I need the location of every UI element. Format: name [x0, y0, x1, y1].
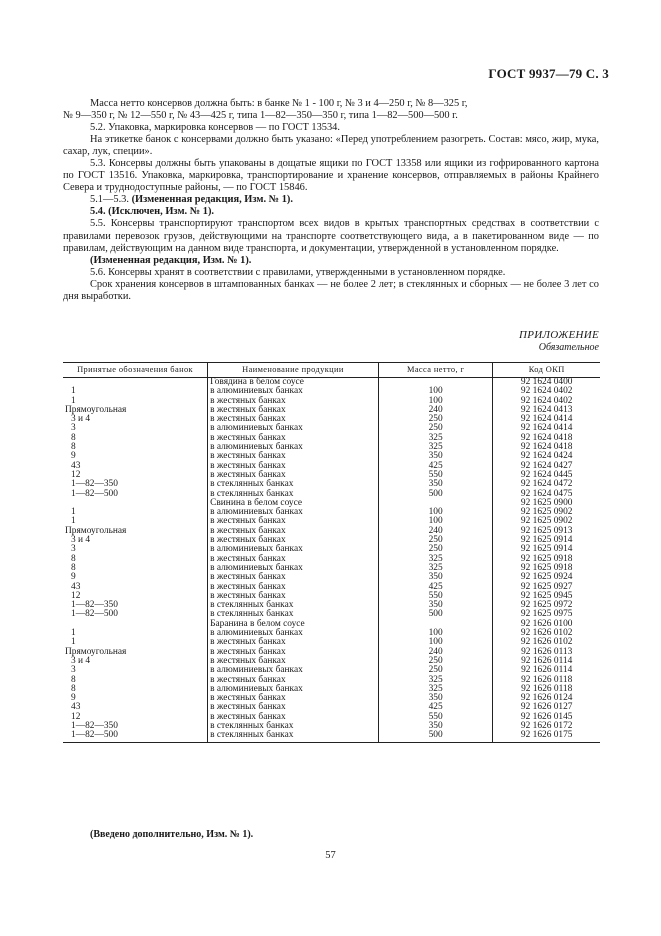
cell-can-designation: 8	[71, 553, 76, 564]
table-row	[63, 638, 600, 647]
cell-can-designation: 8	[71, 674, 76, 685]
cell-product-name: Говядина в белом соусе	[208, 378, 379, 388]
table-row	[63, 620, 600, 629]
cell-net-mass: 550	[378, 592, 493, 601]
cell-net-mass: 425	[378, 703, 493, 712]
cell-product-name: в жестяных банках	[208, 657, 379, 666]
cell-net-mass: 100	[378, 508, 493, 517]
cell-product-name: в жестяных банках	[208, 555, 379, 564]
cell-okp-code: 92 1624 0418	[493, 434, 600, 443]
cell-can-designation: 12	[71, 590, 81, 601]
cell-can-designation	[63, 378, 208, 388]
table-row	[63, 387, 600, 396]
table-row	[63, 424, 600, 433]
cell-can-designation: 1—82—500	[71, 609, 118, 620]
cell-net-mass: 350	[378, 694, 493, 703]
cell-okp-code: 92 1626 0172	[493, 722, 600, 731]
cell-can-designation: 43	[71, 702, 81, 713]
cell-can-designation: 3 и 4	[71, 414, 91, 425]
paragraph-5-4-text: 5.4. (Исключен, Изм. № 1).	[90, 206, 215, 218]
cell-product-name: в стеклянных банках	[208, 490, 379, 499]
paragraph-amendment-5-5	[63, 255, 599, 267]
table-row	[63, 564, 600, 573]
cell-net-mass: 350	[378, 601, 493, 610]
cell-can-designation: 1—82—350	[71, 720, 118, 731]
table-row	[63, 555, 600, 564]
table-row	[63, 462, 600, 471]
cell-okp-code: 92 1624 0414	[493, 424, 600, 433]
table-row	[63, 536, 600, 545]
cell-can-designation: 3	[71, 544, 76, 555]
paragraph-5-4	[63, 206, 599, 218]
cell-net-mass: 100	[378, 638, 493, 647]
cell-okp-code: 92 1626 0102	[493, 638, 600, 647]
cell-product-name: в алюминиевых банках	[208, 564, 379, 573]
cell-okp-code: 92 1625 0913	[493, 527, 600, 536]
cell-can-designation: Прямоугольная	[65, 404, 127, 415]
table-row	[63, 713, 600, 722]
table-row	[63, 397, 600, 406]
cell-product-name: в жестяных банках	[208, 703, 379, 712]
cell-net-mass: 250	[378, 424, 493, 433]
cell-okp-code: 92 1626 0118	[493, 685, 600, 694]
cell-net-mass: 350	[378, 452, 493, 461]
table-row	[63, 685, 600, 694]
cell-okp-code: 92 1625 0900	[493, 499, 600, 508]
cell-net-mass: 425	[378, 583, 493, 592]
table-row	[63, 545, 600, 554]
cell-can-designation	[63, 620, 208, 629]
cell-net-mass: 100	[378, 629, 493, 638]
cell-product-name: в жестяных банках	[208, 676, 379, 685]
cell-product-name: в жестяных банках	[208, 471, 379, 480]
paragraph-storage: Срок хранения консервов в штампованных банках — не более 2 лет; в стеклянных и сборных — не более 3 лет со дня выработки.	[63, 278, 599, 302]
cell-okp-code: 92 1625 0918	[493, 564, 600, 573]
cell-okp-code: 92 1626 0100	[493, 620, 600, 629]
cell-net-mass: 325	[378, 564, 493, 573]
cell-okp-code: 92 1625 0914	[493, 545, 600, 554]
cell-product-name: в жестяных банках	[208, 406, 379, 415]
cell-can-designation: Прямоугольная	[65, 646, 127, 657]
cell-can-designation: 8	[71, 442, 76, 453]
table-row	[63, 722, 600, 731]
cell-okp-code: 92 1625 0902	[493, 508, 600, 517]
cell-product-name: в алюминиевых банках	[208, 666, 379, 675]
cell-product-name: в жестяных банках	[208, 694, 379, 703]
cell-can-designation: 1	[71, 637, 76, 648]
cell-product-name: в жестяных банках	[208, 536, 379, 545]
cell-net-mass: 240	[378, 527, 493, 536]
cell-can-designation: 3 и 4	[71, 535, 91, 546]
cell-product-name: в стеклянных банках	[208, 722, 379, 731]
paragraph-amendment-5-1-5-3	[63, 194, 599, 206]
cell-net-mass: 500	[378, 610, 493, 619]
cell-net-mass: 325	[378, 434, 493, 443]
paragraph-5-2: 5.2. Упаковка, маркировка консервов — по ГОСТ 13534.	[90, 122, 340, 134]
cell-okp-code: 92 1624 0400	[493, 378, 600, 388]
cell-okp-code: 92 1626 0145	[493, 713, 600, 722]
cell-okp-code: 92 1626 0175	[493, 731, 600, 742]
footer-amendment-note: (Введено дополнительно, Изм. № 1).	[90, 829, 254, 840]
cell-net-mass: 250	[378, 666, 493, 675]
cell-product-name: в жестяных банках	[208, 462, 379, 471]
table-row	[63, 415, 600, 424]
cell-can-designation: 1—82—350	[71, 600, 118, 611]
cell-okp-code: 92 1626 0114	[493, 657, 600, 666]
table-row	[63, 657, 600, 666]
cell-net-mass: 550	[378, 471, 493, 480]
cell-can-designation: 1	[71, 395, 76, 406]
cell-can-designation: 3	[71, 665, 76, 676]
cell-okp-code: 92 1626 0118	[493, 676, 600, 685]
cell-okp-code: 92 1626 0124	[493, 694, 600, 703]
table-row	[63, 601, 600, 610]
cell-okp-code: 92 1624 0402	[493, 387, 600, 396]
cell-net-mass: 425	[378, 462, 493, 471]
cell-product-name: в алюминиевых банках	[208, 685, 379, 694]
cell-can-designation: 1—82—500	[71, 488, 118, 499]
cell-net-mass: 325	[378, 443, 493, 452]
cell-okp-code: 92 1625 0902	[493, 517, 600, 526]
cell-net-mass: 500	[378, 490, 493, 499]
cell-product-name: в алюминиевых банках	[208, 443, 379, 452]
cell-product-name: в жестяных банках	[208, 573, 379, 582]
cell-can-designation: 43	[71, 460, 81, 471]
cell-okp-code: 92 1624 0424	[493, 452, 600, 461]
table-row	[63, 434, 600, 443]
table-row	[63, 527, 600, 536]
cell-okp-code: 92 1626 0127	[493, 703, 600, 712]
cell-okp-code: 92 1625 0945	[493, 592, 600, 601]
cell-okp-code: 92 1624 0414	[493, 415, 600, 424]
cell-net-mass: 100	[378, 517, 493, 526]
table-row	[63, 583, 600, 592]
table-row	[63, 443, 600, 452]
page-header: ГОСТ 9937—79 С. 3	[488, 66, 609, 81]
table-row	[63, 471, 600, 480]
cell-product-name: в стеклянных банках	[208, 480, 379, 489]
cell-okp-code: 92 1624 0427	[493, 462, 600, 471]
cell-can-designation: 12	[71, 711, 81, 722]
cell-net-mass: 250	[378, 545, 493, 554]
cell-okp-code: 92 1626 0114	[493, 666, 600, 675]
table-row	[63, 610, 600, 619]
cell-product-name: в алюминиевых банках	[208, 545, 379, 554]
table-row	[63, 629, 600, 638]
cell-product-name: в жестяных банках	[208, 592, 379, 601]
cell-okp-code: 92 1625 0914	[493, 536, 600, 545]
amendment-note-5-5: (Измененная редакция, Изм. № 1).	[90, 254, 252, 266]
cell-okp-code: 92 1625 0975	[493, 610, 600, 619]
cell-net-mass: 550	[378, 713, 493, 722]
paragraph-label: На этикетке банок с консервами должно быть указано: «Перед употреблением разогреть. Состав: мясо, жир, мука, сахар, лук, специи».	[63, 134, 599, 158]
table-header-row	[63, 363, 600, 378]
cell-okp-code: 92 1626 0102	[493, 629, 600, 638]
table-row	[63, 378, 600, 388]
cell-product-name: в жестяных банках	[208, 713, 379, 722]
cell-net-mass: 240	[378, 406, 493, 415]
products-table	[63, 362, 600, 743]
cell-net-mass: 325	[378, 555, 493, 564]
table-row	[63, 592, 600, 601]
cell-product-name: в жестяных банках	[208, 415, 379, 424]
paragraph-mass-line2: № 9—350 г, № 12—550 г, № 43—425 г, типа 1—82—350—350 г, типа 1—82—500—500 г.	[63, 110, 458, 122]
cell-okp-code: 92 1625 0972	[493, 601, 600, 610]
table-row	[63, 480, 600, 489]
cell-can-designation: Прямоугольная	[65, 525, 127, 536]
cell-product-name: в стеклянных банках	[208, 731, 379, 742]
cell-okp-code: 92 1624 0413	[493, 406, 600, 415]
cell-net-mass: 100	[378, 387, 493, 396]
header-net-mass: Масса нетто, г	[378, 363, 493, 378]
cell-can-designation: 3 и 4	[71, 655, 91, 666]
cell-product-name: в жестяных банках	[208, 638, 379, 647]
cell-net-mass: 240	[378, 648, 493, 657]
cell-can-designation: 9	[71, 572, 76, 583]
table-row	[63, 648, 600, 657]
table-row	[63, 676, 600, 685]
cell-okp-code: 92 1624 0445	[493, 471, 600, 480]
cell-net-mass: 325	[378, 685, 493, 694]
cell-can-designation: 8	[71, 432, 76, 443]
table-row	[63, 508, 600, 517]
cell-net-mass: 100	[378, 397, 493, 406]
header-okp-code: Код ОКП	[493, 363, 600, 378]
header-can-designation: Принятые обозначения банок	[63, 363, 208, 378]
cell-okp-code: 92 1624 0418	[493, 443, 600, 452]
paragraph-5-6: 5.6. Консервы хранят в соответствии с правилами, утвержденными в установленном порядке.	[90, 266, 506, 278]
table-row	[63, 573, 600, 582]
amendment-note: (Измененная редакция, Изм. № 1).	[131, 194, 293, 206]
table-body	[63, 378, 600, 743]
appendix-subtitle: Обязательное	[538, 342, 599, 353]
paragraph-5-5: 5.5. Консервы транспортируют транспортом всех видов в крытых транспортных средствах в соответствии с правилами перевозок грузов, действующими на транспорте соответствующего вида, а в пакетированном виде — по правилам, действующим на данном виде транспорта, и документации, утвержденной в установленном порядке.	[63, 218, 599, 254]
cell-net-mass: 250	[378, 657, 493, 666]
cell-product-name: в алюминиевых банках	[208, 629, 379, 638]
cell-can-designation: 1	[71, 386, 76, 397]
cell-product-name: в алюминиевых банках	[208, 387, 379, 396]
cell-product-name: Свинина в белом соусе	[208, 499, 379, 508]
cell-net-mass: 350	[378, 722, 493, 731]
table-row	[63, 406, 600, 415]
cell-can-designation: 9	[71, 693, 76, 704]
cell-okp-code: 92 1624 0472	[493, 480, 600, 489]
cell-can-designation: 8	[71, 683, 76, 694]
cell-can-designation: 12	[71, 469, 81, 480]
cell-can-designation	[63, 499, 208, 508]
cell-product-name: Баранина в белом соусе	[208, 620, 379, 629]
table-row	[63, 499, 600, 508]
cell-net-mass: 500	[378, 731, 493, 742]
cell-product-name: в алюминиевых банках	[208, 424, 379, 433]
cell-can-designation: 9	[71, 451, 76, 462]
cell-net-mass: 350	[378, 573, 493, 582]
amendment-prefix: 5.1—5.3.	[90, 194, 132, 206]
cell-can-designation: 1	[71, 628, 76, 639]
cell-net-mass: 250	[378, 415, 493, 424]
cell-okp-code: 92 1625 0927	[493, 583, 600, 592]
cell-okp-code: 92 1625 0924	[493, 573, 600, 582]
cell-okp-code: 92 1625 0918	[493, 555, 600, 564]
cell-product-name: в стеклянных банках	[208, 610, 379, 619]
cell-net-mass: 250	[378, 536, 493, 545]
cell-okp-code: 92 1624 0475	[493, 490, 600, 499]
table-row	[63, 694, 600, 703]
page-number: 57	[325, 850, 336, 861]
table-row	[63, 731, 600, 742]
appendix-title: ПРИЛОЖЕНИЕ	[519, 329, 599, 341]
paragraph-mass-line1: Масса нетто консервов должна быть: в банке № 1 - 100 г, № 3 и 4—250 г, № 8—325 г,	[90, 98, 468, 109]
cell-product-name: в жестяных банках	[208, 527, 379, 536]
table-row	[63, 452, 600, 461]
cell-product-name: в алюминиевых банках	[208, 508, 379, 517]
cell-okp-code: 92 1626 0113	[493, 648, 600, 657]
cell-product-name: в жестяных банках	[208, 517, 379, 526]
cell-net-mass: 350	[378, 480, 493, 489]
paragraph-5-3: 5.3. Консервы должны быть упакованы в дощатые ящики по ГОСТ 13358 или ящики из гофрированного картона по ГОСТ 13516. Упаковка, маркировка, транспортирование и хранение консервов, отправляемых в районы Крайнего Севера и труднодоступные районы, — по ГОСТ 15846.	[63, 158, 599, 194]
header-product-name: Наименование продукции	[208, 363, 379, 378]
table-row	[63, 517, 600, 526]
cell-product-name: в жестяных банках	[208, 434, 379, 443]
cell-product-name: в жестяных банках	[208, 452, 379, 461]
cell-net-mass: 325	[378, 676, 493, 685]
cell-okp-code: 92 1624 0402	[493, 397, 600, 406]
cell-can-designation: 43	[71, 581, 81, 592]
table-row	[63, 703, 600, 712]
cell-can-designation: 1	[71, 507, 76, 518]
cell-can-designation: 8	[71, 562, 76, 573]
body-text	[63, 98, 599, 303]
cell-can-designation: 3	[71, 423, 76, 434]
table-row	[63, 490, 600, 499]
cell-product-name: в стеклянных банках	[208, 601, 379, 610]
cell-can-designation: 1—82—500	[63, 731, 208, 742]
table-row	[63, 666, 600, 675]
cell-product-name: в жестяных банках	[208, 583, 379, 592]
cell-product-name: в жестяных банках	[208, 397, 379, 406]
cell-can-designation: 1	[71, 516, 76, 527]
cell-product-name: в жестяных банках	[208, 648, 379, 657]
cell-can-designation: 1—82—350	[71, 479, 118, 490]
